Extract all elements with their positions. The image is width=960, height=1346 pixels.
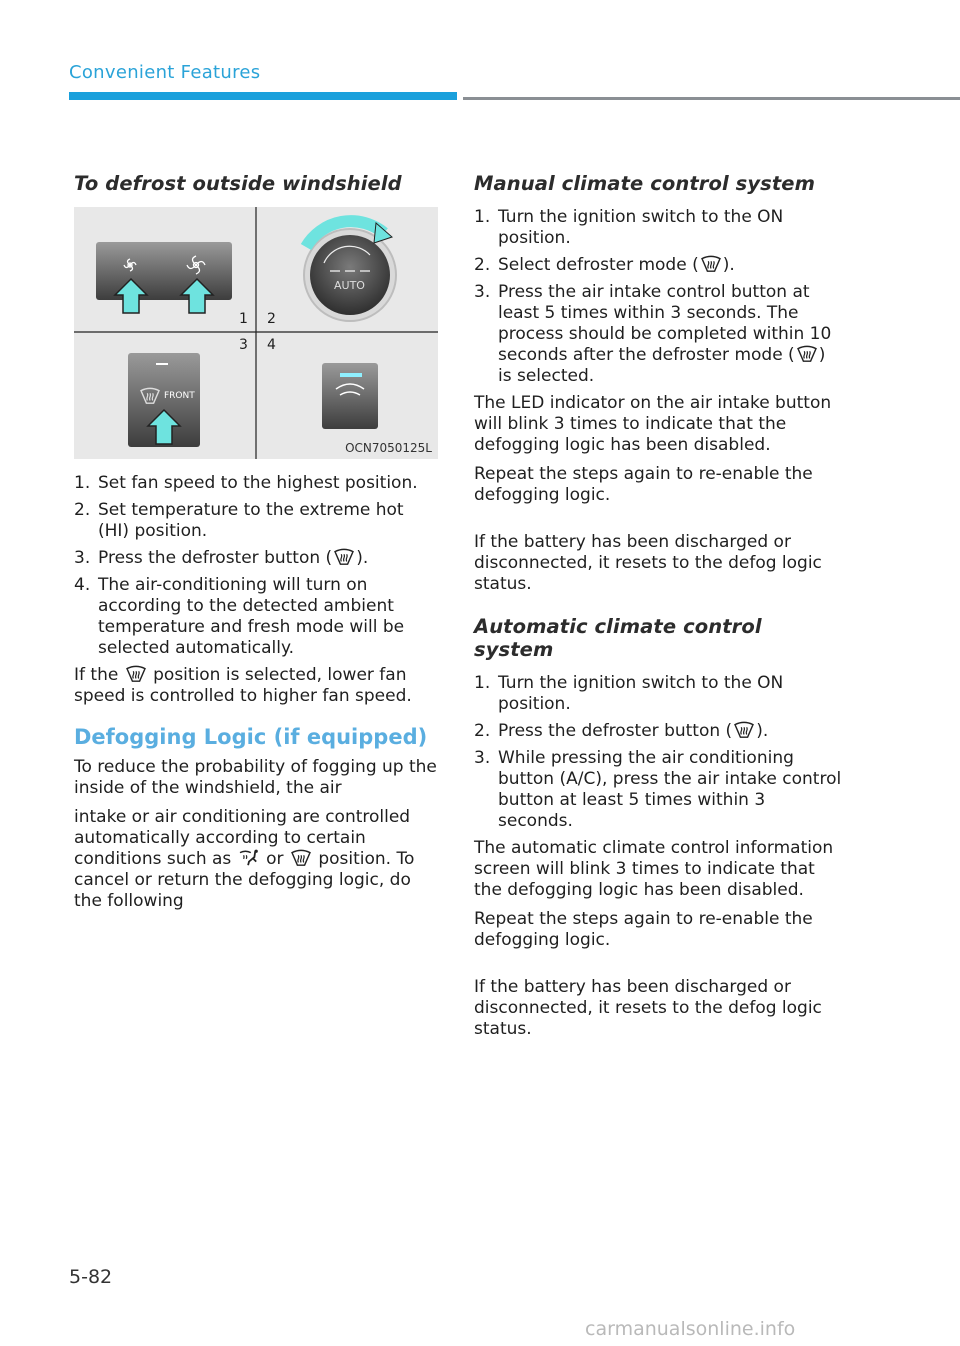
list-item: 4. The air-conditioning will turn on according to the detected ambient temperature and fresh mode will be selected automatically.: [74, 575, 405, 658]
manual-heading: Manual climate control system: [474, 172, 816, 195]
section-title: Convenient Features: [69, 62, 261, 83]
auto-heading: Automatic climate control system: [474, 615, 762, 661]
knob-auto-label: AUTO: [334, 279, 365, 292]
manual-repeat-paragraph: Repeat the steps again to re-enable the defogging logic.: [474, 464, 813, 505]
control-figure: [74, 207, 438, 459]
list-item: 2. Press the defroster button ( ).: [474, 721, 769, 741]
auto-steps: [474, 673, 844, 832]
auto-repeat-paragraph: Repeat the steps again to re-enable the defogging logic.: [474, 909, 813, 950]
control-illustration: [74, 207, 438, 459]
header-rule: [463, 97, 960, 100]
auto-knob: [310, 235, 390, 315]
figure-code: OCN7050125L: [345, 441, 432, 455]
list-item: 2. Select defroster mode ( ).: [474, 255, 735, 275]
figure-label-1: 1: [239, 311, 248, 327]
defrost-icon: [733, 721, 755, 739]
defogging-heading: Defogging Logic (if equipped): [74, 725, 428, 749]
defogging-paragraph: To reduce the probability of fogging up the inside of the windshield, the air: [74, 757, 437, 798]
header-bar: [69, 92, 457, 100]
figure-label-2: 2: [267, 311, 276, 327]
auto-battery-paragraph: If the battery has been discharged or disconnected, it resets to the defog logic status.: [474, 977, 822, 1039]
defrost-icon: [700, 255, 722, 273]
list-item: 2. Set temperature to the extreme hot (HI) position.: [74, 500, 404, 541]
list-item: 1. Turn the ignition switch to the ON position.: [474, 673, 784, 714]
right-column: [474, 172, 844, 1048]
defrost-icon: [333, 548, 355, 566]
auto-screen-paragraph: The automatic climate control information screen will blink 3 times to indicate that the defogging logic has been disabled.: [474, 838, 834, 900]
manual-led-paragraph: The LED indicator on the air intake button will blink 3 times to indicate that the defogging logic has been disabled.: [474, 393, 832, 455]
defrost-icon: [125, 665, 147, 683]
air-intake-button: [322, 363, 378, 429]
list-item: 3. Press the air intake control button at least 5 times within 3 seconds. The process should be completed within 10 seconds after the defroster mode ( ) is selected.: [474, 282, 832, 386]
manual-battery-paragraph: If the battery has been discharged or disconnected, it resets to the defog logic status.: [474, 532, 822, 594]
front-defrost-icon: [139, 387, 161, 405]
left-column: [74, 172, 438, 920]
defogging-paragraph-2: intake or air conditioning are controlled automatically according to certain conditions such as or position. To cancel or return the defogging logic, do the following: [74, 807, 415, 911]
figure-label-4: 4: [267, 337, 276, 353]
defrost-heading: To defrost outside windshield: [74, 172, 402, 195]
figure-label-3: 3: [239, 337, 248, 353]
list-item: 3. Press the defroster button ( ).: [74, 548, 369, 568]
manual-steps: [474, 207, 844, 387]
defrost-note: If the position is selected, lower fan speed is controlled to higher fan speed.: [74, 665, 412, 706]
defrost-steps: [74, 473, 438, 659]
watermark: carmanualsonline.info: [585, 1318, 796, 1340]
list-item: 3. While pressing the air conditioning button (A/C), press the air intake control button at least 5 times within 3 seconds.: [474, 748, 842, 831]
list-item: 1. Turn the ignition switch to the ON position.: [474, 207, 784, 248]
defrost-icon: [796, 345, 818, 363]
front-button-label: FRONT: [164, 391, 195, 401]
fan-button-panel: [96, 242, 232, 300]
defrost-icon: [290, 849, 312, 867]
list-item: 1. Set fan speed to the highest position.: [74, 473, 418, 493]
floor-defrost-icon: [238, 849, 260, 867]
page-number: 5-82: [69, 1266, 113, 1288]
